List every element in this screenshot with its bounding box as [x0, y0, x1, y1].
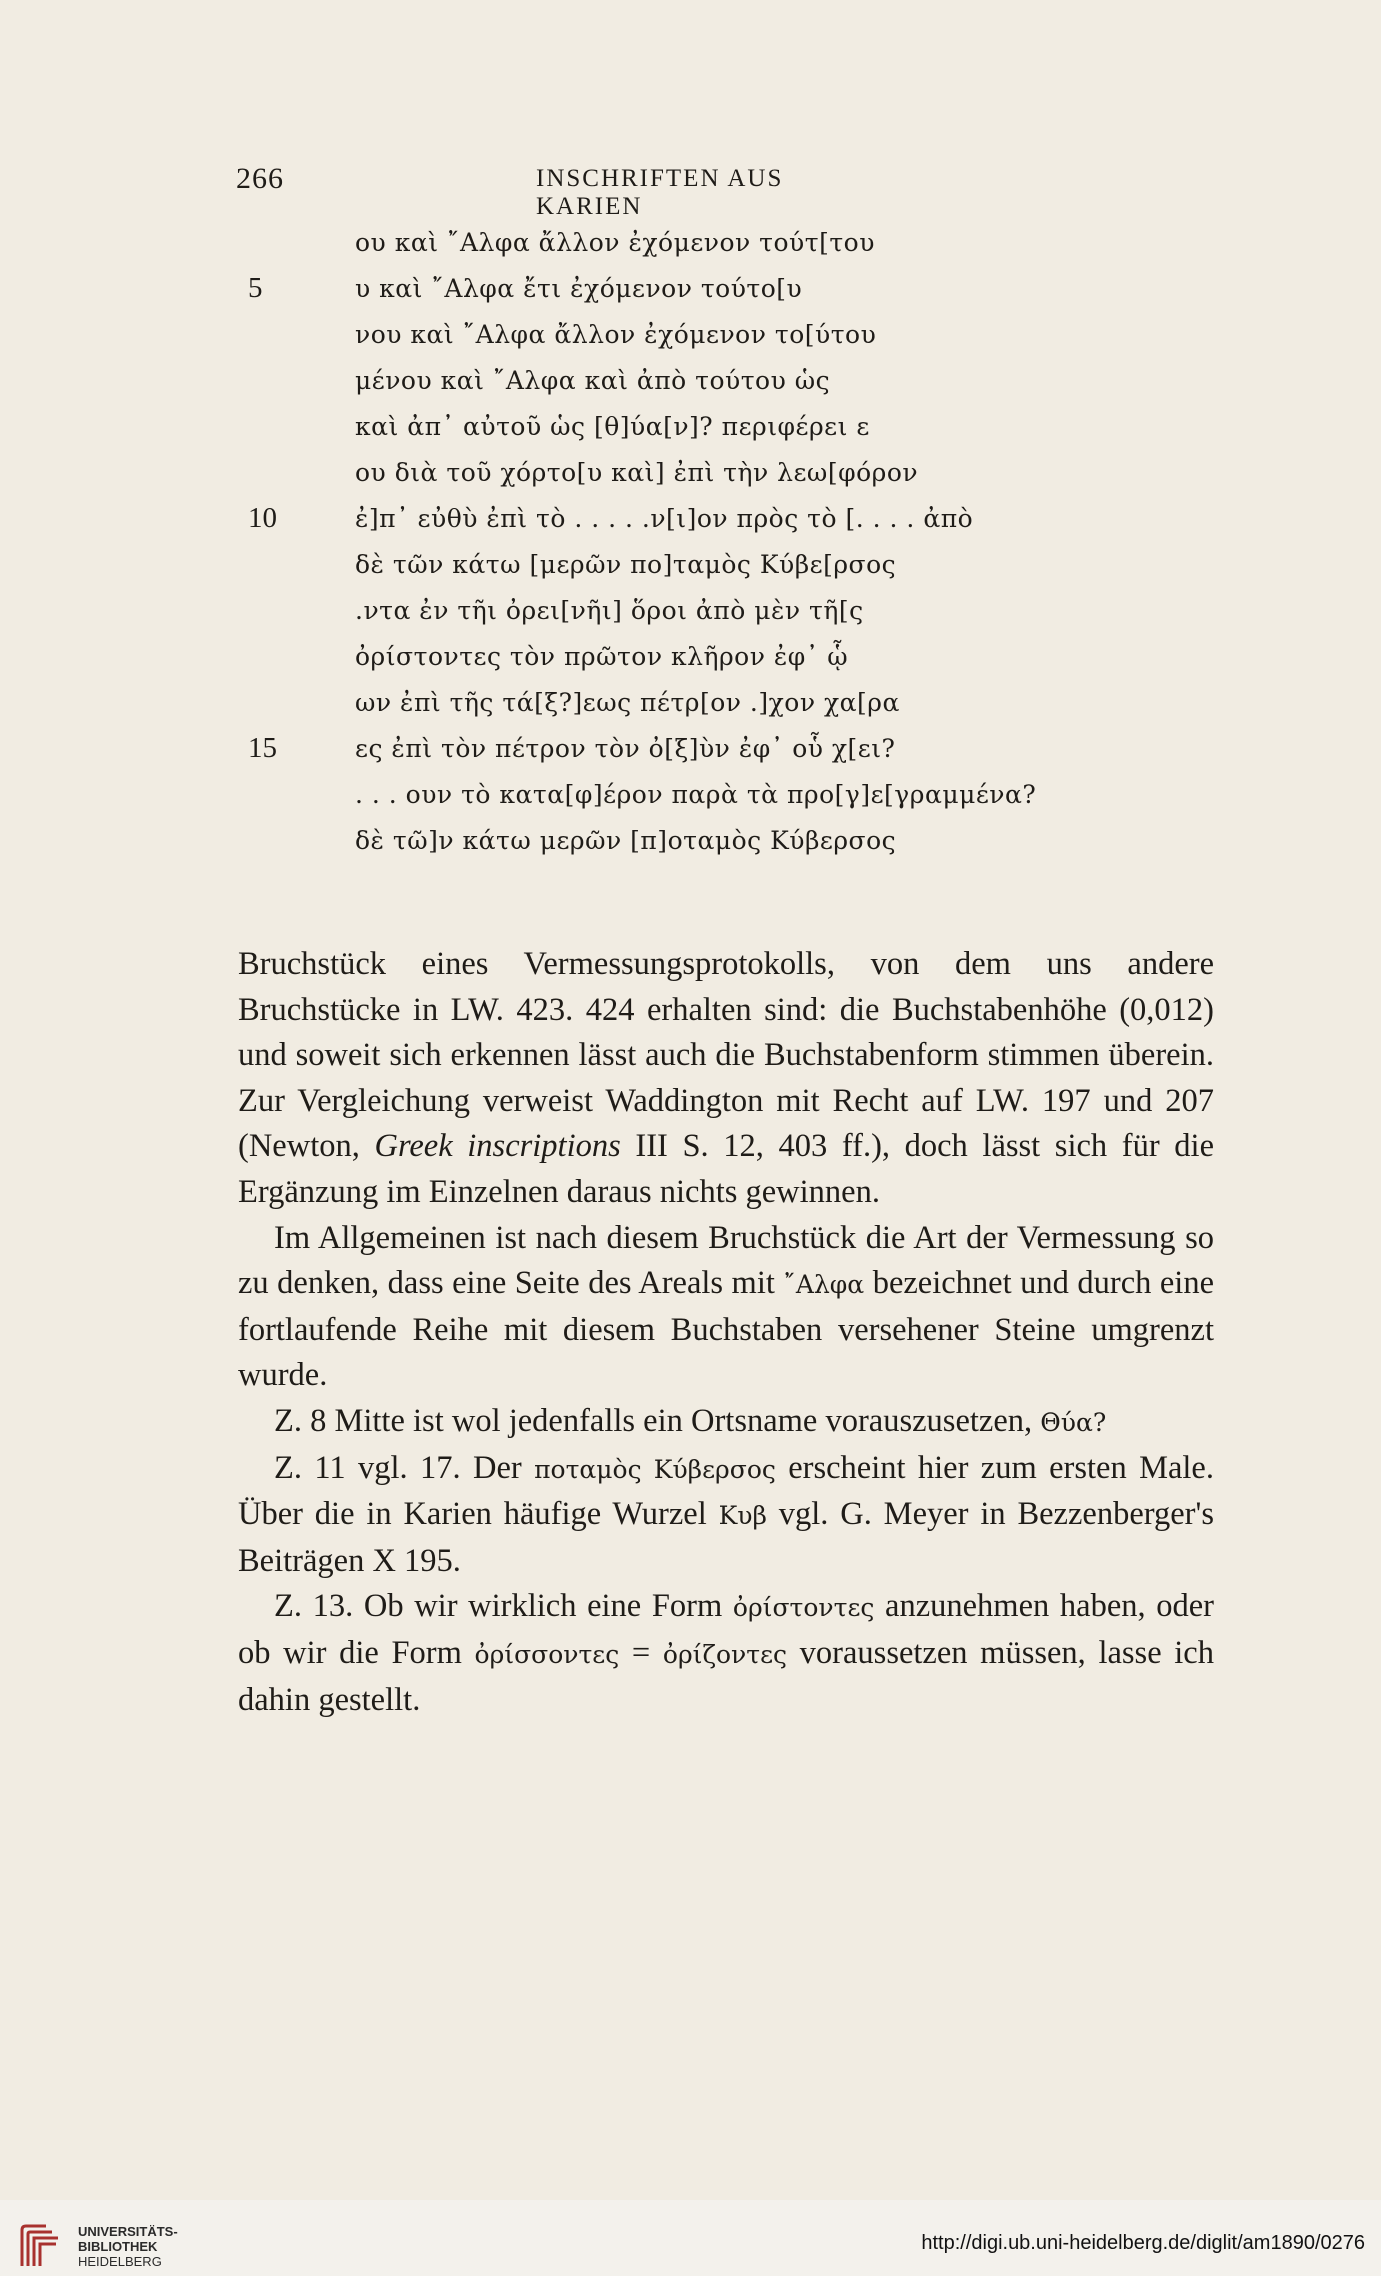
line-text: νου καὶ ῎Αλφα ἄλλον ἐχόμενον το[ύτου	[355, 320, 877, 349]
equals-sign: =	[619, 1634, 663, 1671]
line-text: .ντα ἐν τῆι ὀρει[νῆι] ὅροι ἀπὸ μὲν τῆ[ς	[355, 596, 864, 625]
line-text: ες ἐπὶ τὸν πέτρον τὸν ὀ[ξ]ὺν ἐφ᾽ οὗ χ[ει?	[355, 734, 896, 763]
commentary-paragraph	[238, 1584, 1214, 1723]
commentary-paragraph	[238, 1446, 1214, 1585]
library-name-line: BIBLIOTHEK	[78, 2239, 158, 2254]
inscription-line	[0, 358, 1381, 404]
line-text: ὀρίστοντες τὸν πρῶτον κλῆρον ἐφ᾽ ᾧ	[355, 642, 849, 671]
inscription-line	[0, 634, 1381, 680]
line-text: καὶ ἀπ᾽ αὐτοῦ ὡς [θ]ύα[ν]? περιφέρει ε	[355, 412, 870, 441]
line-text: ων ἐπὶ τῆς τά[ξ?]εως πέτρ[ον .]χον χα[ρα	[355, 688, 900, 717]
paragraph-text: Im Allgemeinen ist nach diesem Bruchstück die Art der Vermessung so zu denken, dass eine Seite des Areals mit	[238, 1219, 1214, 1302]
inscription-line	[0, 588, 1381, 634]
line-text: μένου καὶ ῎Αλφα καὶ ἀπὸ τούτου ὡς	[355, 366, 831, 395]
paragraph-text: Z. 13. Ob wir wirklich eine Form	[274, 1588, 733, 1625]
line-number: 5	[248, 272, 263, 304]
inscription-line	[0, 818, 1381, 864]
page-number: 266	[236, 162, 284, 195]
line-text: ου διὰ τοῦ χόρτο[υ καὶ] ἐπὶ τὴν λεω[φόρον	[355, 458, 919, 487]
inscription-line	[0, 496, 1381, 542]
line-text: ἐ]π᾽ εὐθὺ ἐπὶ τὸ . . . . .ν[ι]ον πρὸς τὸ [. . . . ἀπὸ	[355, 504, 974, 533]
greek-word: ὀρίστοντες	[732, 1593, 875, 1623]
greek-word: ὀρίσσοντες	[474, 1639, 620, 1669]
commentary-paragraph	[238, 1399, 1214, 1446]
paragraph-text: Z. 11 vgl. 17. Der	[274, 1449, 535, 1486]
inscription-line	[0, 772, 1381, 818]
commentary-paragraph	[238, 942, 1214, 1216]
line-text: δὲ τῶ]ν κάτω μερῶν [π]οταμὸς Κύβερσος	[355, 826, 897, 855]
paragraph-text: voraussetzen müssen, lasse ich dahin gestellt.	[238, 1634, 1214, 1718]
commentary-paragraph	[238, 1216, 1214, 1399]
library-logo-icon	[16, 2222, 62, 2270]
library-name	[78, 2224, 178, 2269]
inscription-line	[0, 450, 1381, 496]
inscription-line	[0, 404, 1381, 450]
paragraph-text: Bruchstück eines Vermessungsprotokolls, von dem uns andere Bruchstücke in LW. 423. 424 erhalten sind: die Buchstabenhöhe (0,012) und soweit sich erkennen lässt auch die Buchstabenform stimmen überein. Zur Vergleichung verweist Waddington mit Recht auf LW. 197 und 207 (Newton,	[238, 946, 1214, 1165]
library-name-line: UNIVERSITÄTS-	[78, 2224, 178, 2239]
greek-word: Θύα?	[1040, 1407, 1107, 1437]
paragraph-text: vgl. G. Meyer in Bezzenberger's Beiträgen X 195.	[238, 1496, 1214, 1579]
library-name-line: HEIDELBERG	[78, 2254, 162, 2269]
inscription-line	[0, 680, 1381, 726]
paragraph-text: III S. 12, 403 ff.), doch lässt sich für die Ergänzung im Einzelnen daraus nichts gewinnen.	[238, 1128, 1214, 1210]
greek-word: Κυβ	[718, 1501, 767, 1531]
inscription-line	[0, 726, 1381, 772]
line-text: . . . ουν τὸ κατα[φ]έρον παρὰ τὰ προ[γ]ε[γραμμένα?	[355, 780, 1037, 809]
paragraph-text: Z. 8 Mitte ist wol jedenfalls ein Ortsname vorauszusetzen,	[274, 1402, 1041, 1439]
paragraph-text: erscheint hier zum ersten Male. Über die in Karien häufige Wurzel	[238, 1449, 1214, 1533]
running-head	[236, 162, 896, 220]
inscription-line	[0, 266, 1381, 312]
line-number: 15	[248, 732, 277, 764]
inscription-line	[0, 312, 1381, 358]
line-text: ου καὶ ῎Αλφα ἄλλον ἐχόμενον τούτ[του	[355, 228, 875, 257]
line-number: 10	[248, 502, 277, 534]
greek-word: ὀρίζοντες	[662, 1639, 788, 1669]
footer-bar	[0, 2200, 1381, 2276]
italic-title: Greek inscriptions	[374, 1128, 621, 1165]
paragraph-text: anzunehmen haben, oder ob wir die Form	[238, 1588, 1214, 1671]
greek-word: ποταμὸς Κύβερσος	[534, 1454, 776, 1484]
inscription-line	[0, 542, 1381, 588]
commentary	[238, 942, 1214, 1723]
line-text: δὲ τῶν κάτω [μερῶν πο]ταμὸς Κύβε[ρσος	[355, 550, 897, 579]
inscription-line	[0, 220, 1381, 266]
source-url-link[interactable]: http://digi.ub.uni-heidelberg.de/diglit/am1890/0276	[921, 2232, 1365, 2254]
line-text: υ καὶ ῎Αλφα ἔτι ἐχόμενον τούτο[υ	[355, 274, 803, 303]
paragraph-text: bezeichnet und durch eine fortlaufende Reihe mit diesem Buchstaben versehener Steine umgrenzt wurde.	[238, 1265, 1214, 1394]
greek-word: ῎Αλφα	[783, 1270, 865, 1300]
running-title: INSCHRIFTEN AUS KARIEN	[536, 165, 784, 220]
